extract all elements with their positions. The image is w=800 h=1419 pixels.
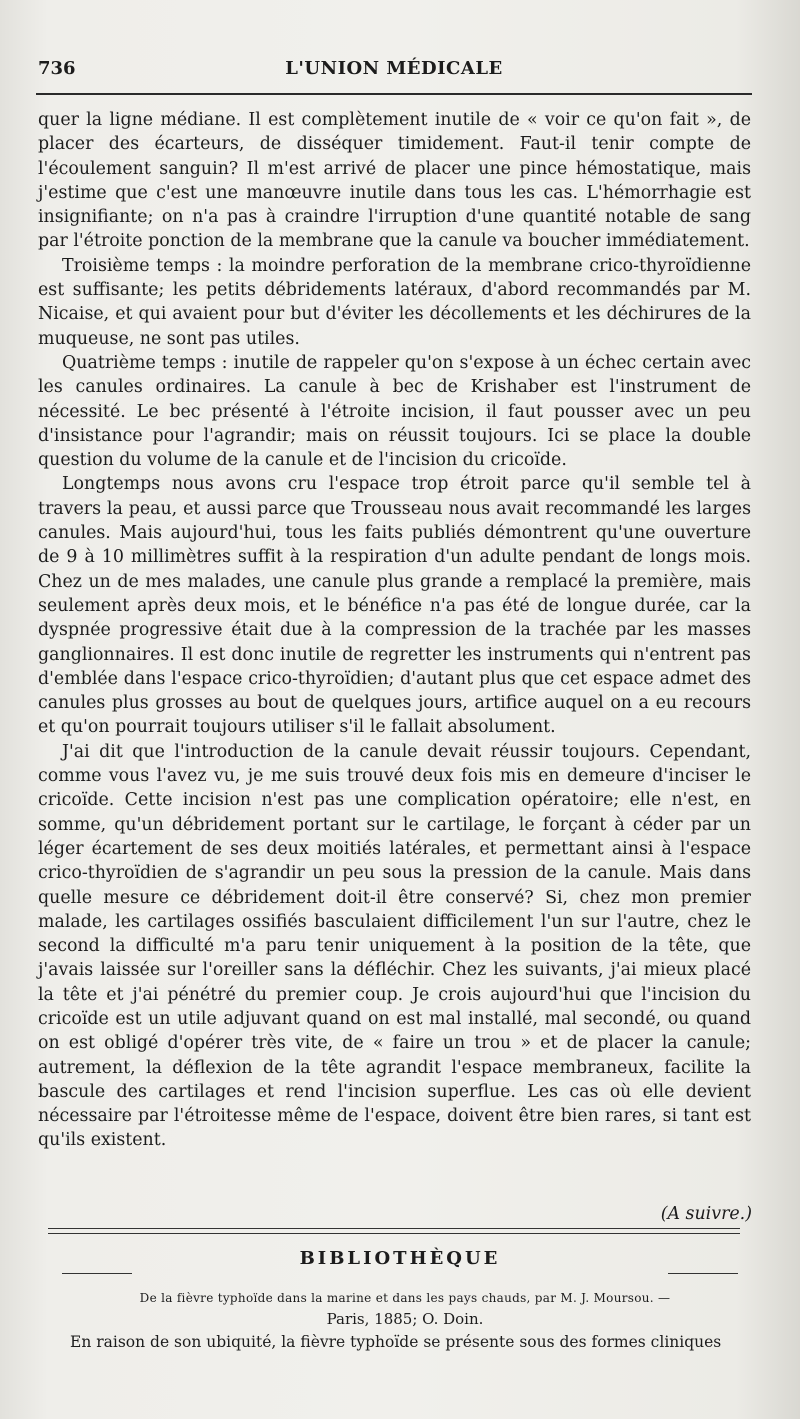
running-title: L'UNION MÉDICALE (285, 58, 503, 79)
to-be-continued: (A suivre.) (660, 1204, 752, 1224)
bibliography-entry-text: En raison de son ubiquité, la fièvre typhoïde se présente sous des formes cliniques (70, 1333, 722, 1351)
paragraph-1: quer la ligne médiane. Il est complètement inutile de « voir ce qu'on fait », de placer des écarteurs, de disséquer timidement. Faut-il tenir compte de l'écoulement sanguin? Il m'est arrivé de placer une pince hémostatique, mais j'estime que c'est une manœuvre inutile dans tous les cas. L'hémorrhagie est insignifiante; on n'a pas à craindre l'irruption d'une quantité notable de sang par l'étroite ponction de la membrane que la canule va boucher immédiatement. (38, 110, 751, 252)
heading-rule-left (62, 1273, 132, 1274)
bibliography-entry (70, 1288, 740, 1330)
page-header (38, 58, 750, 90)
paragraph-3: Quatrième temps : inutile de rappeler qu'on s'expose à un échec certain avec les canules ordinaires. La canule à bec de Krishaber est l'instrument de nécessité. Le bec présenté à l'étroite incision, il faut pousser avec un peu d'insistance pour l'agrandir; mais on réussit toujours. Ici se place la double question du volume de la canule et de l'incision du cricoïde. (38, 352, 751, 471)
article-body (38, 108, 751, 1153)
bibliography-entry-publisher: Paris, 1885; O. Doin. (326, 1310, 484, 1328)
section-divider (48, 1228, 740, 1234)
section-heading: BIBLIOTHÈQUE (299, 1248, 501, 1269)
header-rule (36, 93, 752, 95)
paragraph-5: J'ai dit que l'introduction de la canule devait réussir toujours. Cependant, comme vous l'avez vu, je me suis trouvé deux fois mis en demeure d'inciser le cricoïde. Cette incision n'est pas une complication opératoire; elle n'est, en somme, qu'un débridement portant sur le cartilage, le forçant à céder par un léger écartement de ses deux moitiés latérales, et permettant ainsi à l'espace crico-thyroïdien de s'agrandir un peu sous la pression de la canule. Mais dans quelle mesure ce débridement doit-il être conservé? Si, chez mon premier malade, les cartilages ossifiés basculaient difficilement l'un sur l'autre, chez le second la difficulté m'a paru tenir uniquement à la position de la tête, que j'avais laissée sur l'oreiller sans la défléchir. Chez les suivants, j'ai mieux placé la tête et j'ai pénétré du premier coup. Je crois aujourd'hui que l'incision du cricoïde est un utile adjuvant quand on est mal installé, mal secondé, ou quand on est obligé d'opérer très vite, de « faire un trou » et de placer la canule; autrement, la déflexion de la tête agrandit l'espace membraneux, facilite la bascule des cartilages et rend l'incision superflue. Les cas où elle devient nécessaire par l'étroitesse même de l'espace, doivent être bien rares, si tant est qu'ils existent. (38, 741, 751, 1151)
page-number: 736 (38, 58, 76, 79)
heading-rule-right (668, 1273, 738, 1274)
paragraph-4: Longtemps nous avons cru l'espace trop étroit parce qu'il semble tel à travers la peau, et aussi parce que Trousseau nous avait recommandé les larges canules. Mais aujourd'hui, tous les faits publiés démontrent qu'une ouverture de 9 à 10 millimètres suffit à la respiration d'un adulte pendant de longs mois. Chez un de mes malades, une canule plus grande a remplacé la première, mais seulement après deux mois, et le bénéfice n'a pas été de longue durée, car la dyspnée progressive était due à la compression de la trachée par les masses ganglionnaires. Il est donc inutile de regretter les instruments qui n'entrent pas d'emblée dans l'espace crico-thyroïdien; d'autant plus que cet espace admet des canules plus grosses au bout de quelques jours, artifice auquel on a eu recours et qu'on pourrait toujours utiliser s'il le fallait absolument. (38, 474, 751, 738)
bibliography-entry-title: De la fièvre typhoïde dans la marine et dans les pays chauds, par M. J. Moursou. — (139, 1291, 671, 1305)
paragraph-2: Troisième temps : la moindre perforation de la membrane crico-thyroïdienne est suffisante; les petits débridements latéraux, d'abord recommandés par M. Nicaise, et qui avaient pour but d'éviter les décollements et les déchirures de la muqueuse, ne sont pas utiles. (38, 255, 751, 349)
